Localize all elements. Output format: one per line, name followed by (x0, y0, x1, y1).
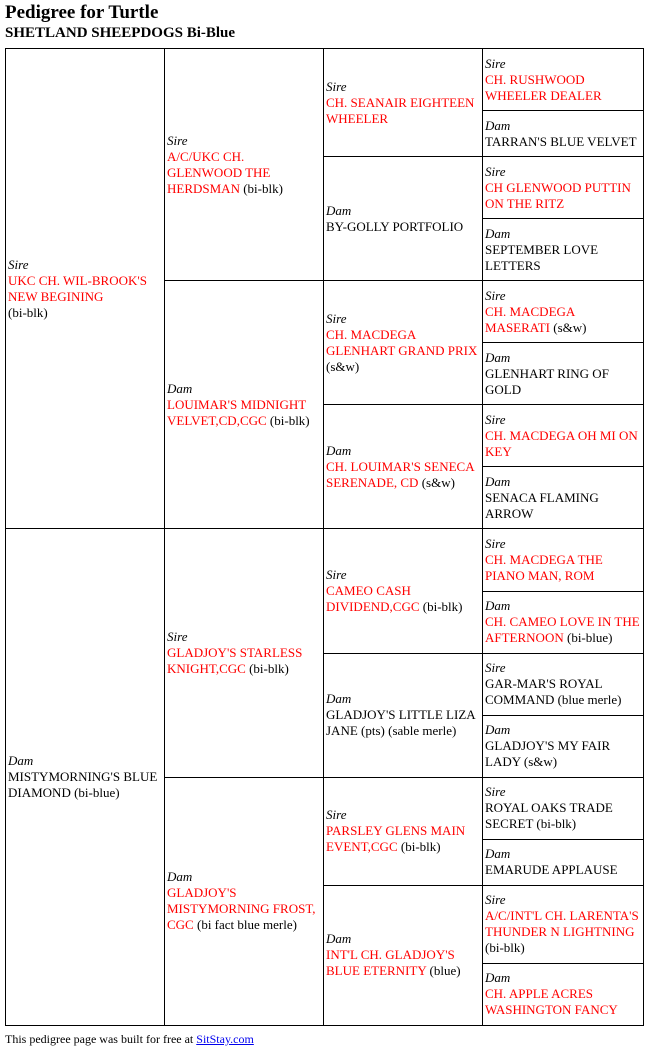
dog-name: PARSLEY GLENS MAIN EVENT,CGC (326, 823, 466, 855)
role-label: Dam (167, 380, 193, 396)
role-label: Dam (326, 442, 352, 458)
dog-name: CH. MACDEGA GLENHART GRAND PRIX (326, 326, 478, 358)
dog-name: GAR-MAR'S ROYAL COMMAND (485, 676, 603, 708)
dog-name: GLADJOY'S LITTLE LIZA JANE (pts) (326, 707, 475, 739)
role-label: Dam (326, 202, 352, 218)
cell-dam-sire (165, 529, 324, 777)
dog-name: GLENHART RING OF GOLD (485, 365, 609, 397)
dog-name: CH. LOUIMAR'S SENECA SERENADE, CD (326, 458, 474, 490)
dog-name: CH. MACDEGA THE PIANO MAN, ROM (485, 552, 603, 584)
cell-ssd (324, 157, 483, 281)
cell-sds (324, 281, 483, 405)
cell-dam (6, 529, 165, 1026)
role-label: Sire (326, 567, 347, 583)
cell-ssdd (483, 219, 644, 281)
cell-dssd (483, 591, 644, 653)
cell-dsds (483, 653, 644, 715)
role-label: Dam (485, 117, 511, 133)
cell-sdds (483, 405, 644, 467)
coat-color: (bi-blk) (422, 599, 463, 615)
cell-sssd (483, 111, 644, 157)
dog-name: CH. CAMEO LOVE IN THE AFTERNOON (485, 614, 640, 646)
role-label: Sire (326, 310, 347, 326)
role-label: Dam (485, 722, 511, 738)
coat-color: (bi fact blue merle) (196, 917, 297, 933)
coat-color: (s&w) (523, 754, 558, 770)
dog-name: SEPTEMBER LOVE LETTERS (485, 241, 599, 273)
page-title: Pedigree for Turtle (5, 2, 159, 23)
dog-name: TARRAN'S BLUE VELVET (485, 133, 637, 149)
coat-color: (bi-blk) (400, 839, 441, 855)
role-label: Sire (326, 78, 347, 94)
dog-name: A/C/INT'L CH. LARENTA'S THUNDER N LIGHTNING (485, 908, 639, 940)
cell-sire (6, 49, 165, 529)
dog-name: BY-GOLLY PORTFOLIO (326, 218, 464, 234)
role-label: Dam (485, 598, 511, 614)
coat-color: (sable merle) (388, 723, 457, 739)
cell-ssds (483, 157, 644, 219)
role-label: Dam (326, 691, 352, 707)
dog-name: UKC CH. WIL-BROOK'S NEW BEGINING (8, 272, 147, 304)
pedigree-table (5, 48, 644, 1026)
coat-color: (bi-blk) (243, 180, 283, 196)
cell-sdd (324, 405, 483, 529)
role-label: Dam (485, 349, 511, 365)
cell-dsd (324, 653, 483, 777)
role-label: Dam (485, 473, 511, 489)
dog-name: CH. APPLE ACRES WASHINGTON FANCY (485, 986, 618, 1018)
cell-sss (324, 49, 483, 157)
role-label: Dam (485, 846, 511, 862)
coat-color: (bi-blue) (566, 630, 613, 646)
role-label: Sire (485, 411, 506, 427)
dog-name: MISTYMORNING'S BLUE DIAMOND (8, 769, 158, 801)
role-label: Sire (485, 660, 506, 676)
dog-name: CH. SEANAIR EIGHTEEN WHEELER (326, 94, 475, 126)
cell-ssss (483, 49, 644, 111)
dog-name: CH. RUSHWOOD WHEELER DEALER (485, 71, 602, 103)
cell-sdsd (483, 343, 644, 405)
role-label: Dam (167, 869, 193, 885)
role-label: Sire (326, 807, 347, 823)
role-label: Dam (485, 970, 511, 986)
role-label: Sire (167, 629, 188, 645)
cell-sire-sire (165, 49, 324, 281)
coat-color: (bi-blk) (536, 816, 577, 832)
dog-name: INT'L CH. GLADJOY'S BLUE ETERNITY (326, 947, 455, 979)
dog-name: GLADJOY'S STARLESS KNIGHT,CGC (167, 645, 303, 677)
coat-color: (bi-blk) (269, 412, 310, 428)
cell-dss (324, 529, 483, 653)
role-label: Sire (8, 256, 29, 272)
dog-name: CH. MACDEGA OH MI ON KEY (485, 427, 638, 459)
coat-color: (s&w) (553, 319, 587, 335)
role-label: Sire (485, 892, 506, 908)
role-label: Dam (8, 753, 34, 769)
breed-subtitle: SHETLAND SHEEPDOGS Bi-Blue (5, 25, 236, 41)
dog-name: LOUIMAR'S MIDNIGHT VELVET,CD,CGC (167, 396, 306, 428)
cell-dds (324, 777, 483, 885)
coat-color: (bi-blk) (249, 661, 289, 677)
sitstay-link[interactable]: SitStay.com (196, 1032, 254, 1046)
footer-text: This pedigree page was built for free at (5, 1032, 197, 1046)
role-label: Dam (326, 931, 352, 947)
coat-color: (bi-blk) (485, 940, 525, 956)
role-label: Sire (485, 784, 506, 800)
cell-dam-dam (165, 777, 324, 1025)
role-label: Dam (485, 225, 511, 241)
cell-ddss (483, 777, 644, 839)
cell-dddd (483, 963, 644, 1025)
coat-color: (blue) (429, 963, 461, 979)
role-label: Sire (485, 55, 506, 71)
dog-name: CH GLENWOOD PUTTIN ON THE RITZ (485, 179, 631, 211)
dog-name: A/C/UKC CH. GLENWOOD THE HERDSMAN (167, 148, 271, 196)
role-label: Sire (485, 163, 506, 179)
coat-color: (blue merle) (557, 692, 622, 708)
cell-sddd (483, 467, 644, 529)
cell-dsss (483, 529, 644, 591)
cell-sire-dam (165, 281, 324, 529)
dog-name: ROYAL OAKS TRADE SECRET (485, 800, 613, 832)
cell-ddsd (483, 839, 644, 885)
dog-name: SENACA FLAMING ARROW (485, 489, 599, 521)
cell-sdss (483, 281, 644, 343)
role-label: Sire (485, 287, 506, 303)
footer (5, 1032, 254, 1047)
dog-name: GLADJOY'S MISTYMORNING FROST, CGC (167, 885, 316, 933)
coat-color: (bi-blk) (8, 304, 48, 320)
coat-color: (bi-blue) (74, 785, 120, 801)
dog-name: CAMEO CASH DIVIDEND,CGC (326, 583, 420, 615)
dog-name: EMARUDE APPLAUSE (485, 862, 618, 878)
role-label: Sire (485, 536, 506, 552)
dog-name: GLADJOY'S MY FAIR LADY (485, 738, 611, 770)
cell-dsdd (483, 715, 644, 777)
coat-color: (s&w) (326, 358, 360, 374)
role-label: Sire (167, 132, 188, 148)
coat-color: (s&w) (421, 474, 455, 490)
dog-name: CH. MACDEGA MASERATI (485, 303, 575, 335)
cell-ddd (324, 885, 483, 1025)
cell-ddds (483, 885, 644, 963)
